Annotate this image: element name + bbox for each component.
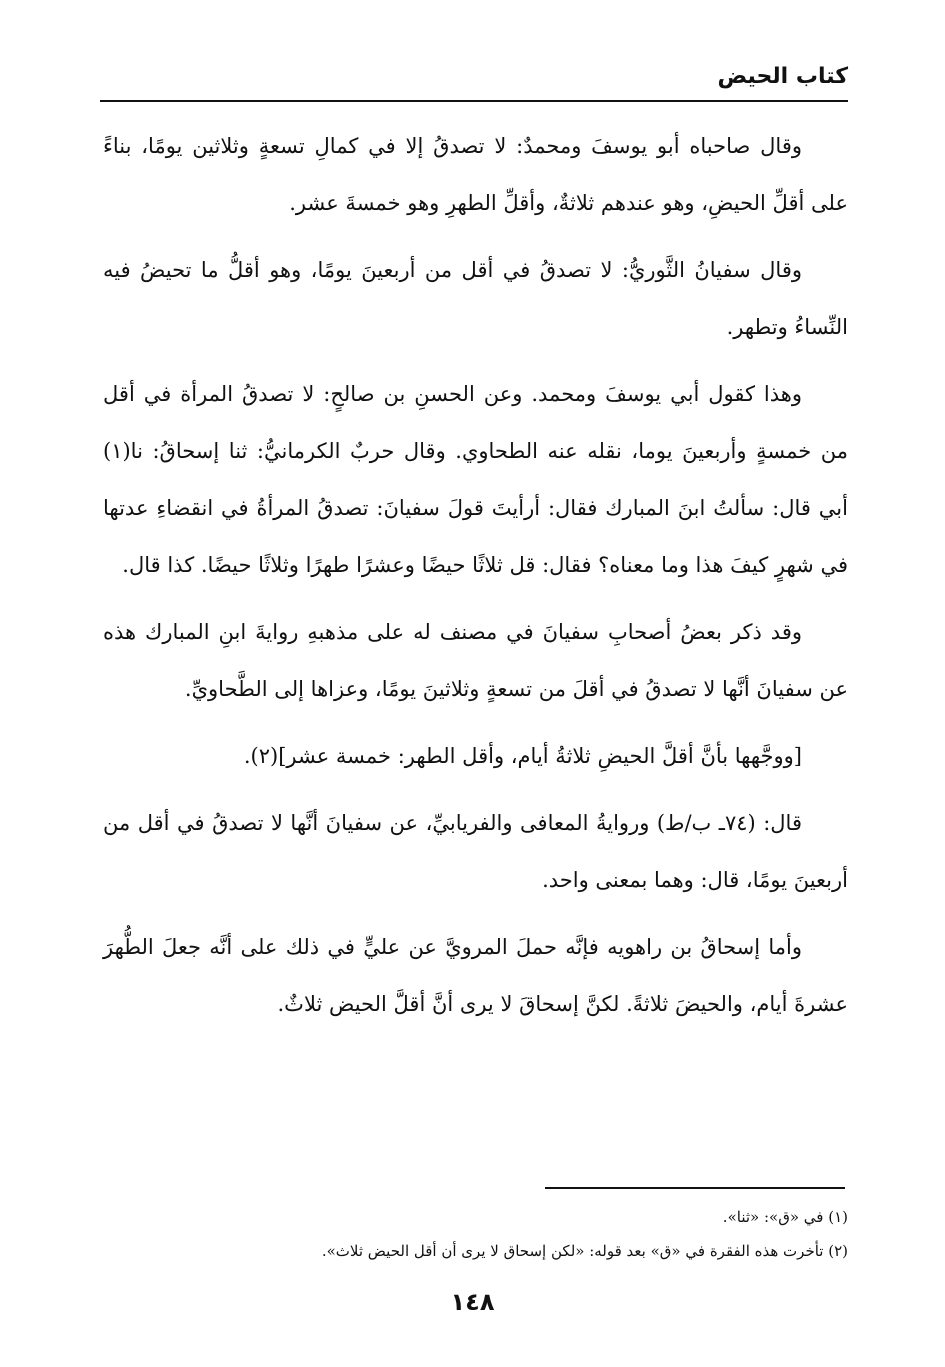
chapter-title: كتاب الحيض — [717, 64, 848, 89]
paragraph: وقال سفيانُ الثَّوريُّ: لا تصدقُ في أقل من أربعينَ يومًا، وهو أقلُّ ما تحيضُ فيه النِّساءُ وتطهر. — [103, 258, 848, 339]
paragraph: قال: (٧٤ـ ب/ط) وروايةُ المعافى والفريابيِّ، عن سفيانَ أنَّها لا تصدقُ في أقل من أربعينَ يومًا، قال: وهما بمعنى واحد. — [103, 811, 848, 892]
paragraph: وقال صاحباه أبو يوسفَ ومحمدٌ: لا تصدقُ إلا في كمالِ تسعةٍ وثلاثين يومًا، بناءً على أقلِّ الحيضِ، وهو عندهم ثلاثةٌ، وأقلِّ الطهرِ وهو خمسةَ عشر. — [103, 134, 848, 215]
footnote: (٢) تأخرت هذه الفقرة في «ق» بعد قوله: «لكن إسحاق لا يرى أن أقل الحيض ثلاث». — [321, 1242, 848, 1260]
paragraph: وأما إسحاقُ بن راهويه فإنَّه حملَ المرويَّ عن عليٍّ في ذلك على أنَّه جعلَ الطُّهرَ عشرةَ أيام، والحيضَ ثلاثةً. لكنَّ إسحاقَ لا يرى أنَّ أقلَّ الحيض ثلاثٌ. — [103, 935, 848, 1016]
paragraph: وقد ذكر بعضُ أصحابِ سفيانَ في مصنف له على مذهبهِ روايةَ ابنِ المبارك هذه عن سفيانَ أنَّها لا تصدقُ في أقلَ من تسعةٍ وثلاثينَ يومًا، وعزاها إلى الطَّحاويِّ. — [103, 620, 848, 701]
paragraph: وهذا كقول أبي يوسفَ ومحمد. وعن الحسنِ بن صالحٍ: لا تصدقُ المرأة في أقل من خمسةٍ وأربعينَ يوما، نقله عنه الطحاوي. وقال حربٌ الكرمانيُّ: ثنا إسحاقُ: نا(١) أبي قال: سألتُ ابنَ المبارك فقال: أرأيتَ قولَ سفيانَ: تصدقُ المرأةُ في انقضاءِ عدتها في شهرٍ كيفَ هذا وما معناه؟ فقال: قل ثلاثًا حيضًا وعشرًا طهرًا وثلاثًا حيضًا. كذا قال. — [103, 382, 848, 577]
footnotes — [103, 1200, 848, 1268]
page-number: ١٤٨ — [450, 1288, 495, 1316]
footnote: (١) في «ق»: «ثنا». — [722, 1208, 848, 1226]
footnote-separator — [545, 1187, 845, 1189]
main-text — [103, 118, 848, 1033]
paragraph: [ووجَّهها بأنَّ أقلَّ الحيضِ ثلاثةُ أيام، وأقل الطهر: خمسة عشر](٢). — [243, 744, 802, 768]
header-rule — [100, 100, 848, 102]
running-header — [100, 62, 848, 102]
